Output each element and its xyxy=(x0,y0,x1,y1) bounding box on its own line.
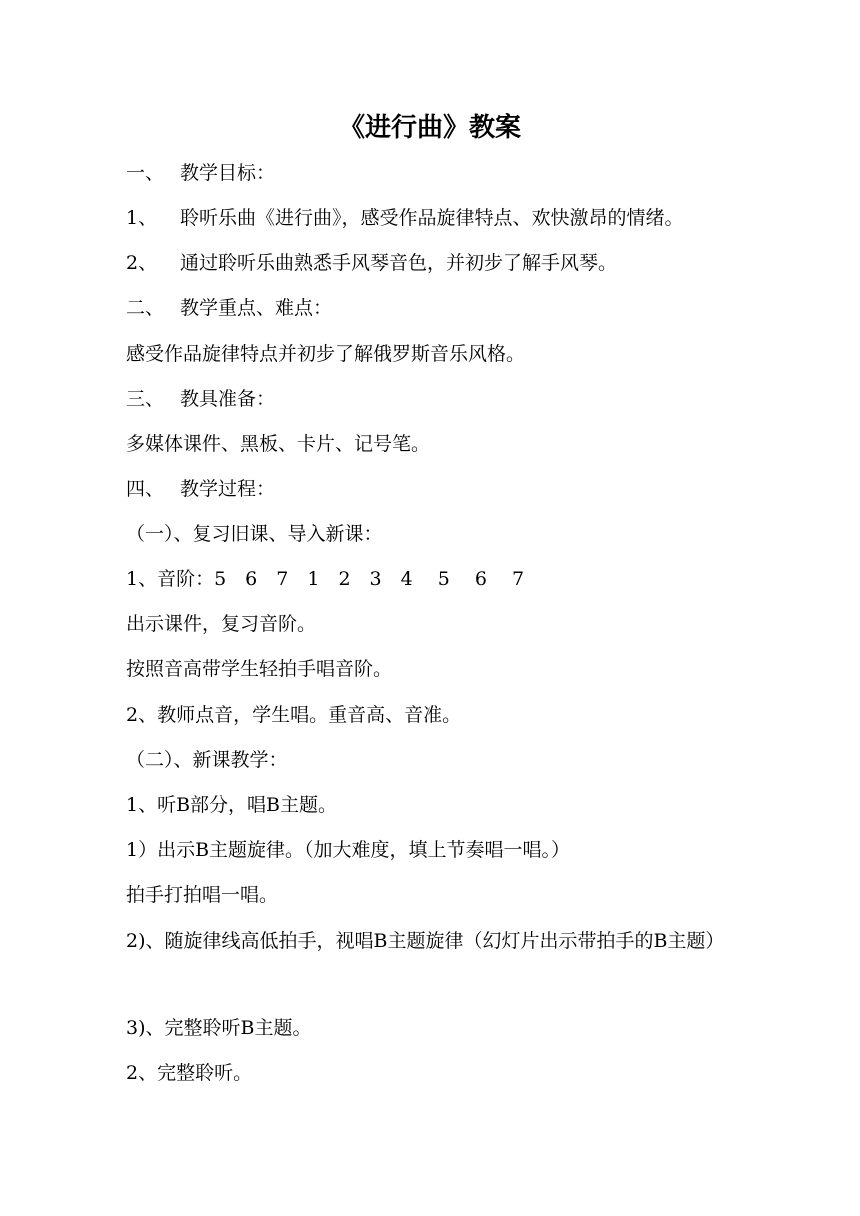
item-text: 聆听乐曲《进行曲》，感受作品旋律特点、欢快激昂的情绪。 xyxy=(180,207,684,229)
paragraph-full-listen: 2、完整聆听。 xyxy=(126,1062,253,1084)
item-number: 2、 xyxy=(126,252,158,274)
section-heading-key-points xyxy=(126,293,746,323)
paragraph-show-slides: 出示课件，复习音阶。 xyxy=(126,613,317,635)
paragraph-show-b-theme: 1）出示B主题旋律。（加大难度，填上节奏唱一唱。） xyxy=(126,839,571,861)
section-number: 四、 xyxy=(126,478,165,500)
paragraph-teacher-notes: 2、教师点音，学生唱。重音高、音准。 xyxy=(126,704,462,726)
paragraph-melody-line-clap: 2)、随旋律线高低拍手，视唱B主题旋律（幻灯片出示带拍手的B主题） xyxy=(126,930,725,952)
section-heading-objectives xyxy=(126,158,746,188)
section-number: 二、 xyxy=(126,297,165,319)
section-heading-text: 教具准备： xyxy=(180,388,276,410)
objective-item-2 xyxy=(126,248,746,278)
paragraph-clap-sing: 拍手打拍唱一唱。 xyxy=(126,884,279,906)
paragraph-materials: 多媒体课件、黑板、卡片、记号笔。 xyxy=(126,433,431,455)
section-heading-text: 教学目标： xyxy=(180,162,276,184)
section-heading-text: 教学重点、难点： xyxy=(180,297,333,319)
item-text: 通过聆听乐曲熟悉手风琴音色，并初步了解手风琴。 xyxy=(180,252,618,274)
scale-line: 1、音阶：5 6 7 1 2 3 4 5 6 7 xyxy=(126,568,525,590)
paragraph-listen-b-theme: 3)、完整聆听B主题。 xyxy=(126,1017,312,1039)
paragraph-listen-b-part: 1、听B部分，唱B主题。 xyxy=(126,794,338,816)
paragraph-clap-sing-scale: 按照音高带学生轻拍手唱音阶。 xyxy=(126,658,393,680)
paragraph-key-points: 感受作品旋律特点并初步了解俄罗斯音乐风格。 xyxy=(126,343,526,365)
subsection-new-lesson: （二）、新课教学： xyxy=(126,749,288,771)
objective-item-1 xyxy=(126,203,746,233)
item-number: 1、 xyxy=(126,207,158,229)
section-heading-process xyxy=(126,474,746,504)
section-number: 三、 xyxy=(126,388,165,410)
section-heading-materials xyxy=(126,384,746,414)
section-number: 一、 xyxy=(126,162,165,184)
subsection-review: （一）、复习旧课、导入新课： xyxy=(126,523,383,545)
document-title: 《进行曲》教案 xyxy=(338,113,521,143)
section-heading-text: 教学过程： xyxy=(180,478,276,500)
